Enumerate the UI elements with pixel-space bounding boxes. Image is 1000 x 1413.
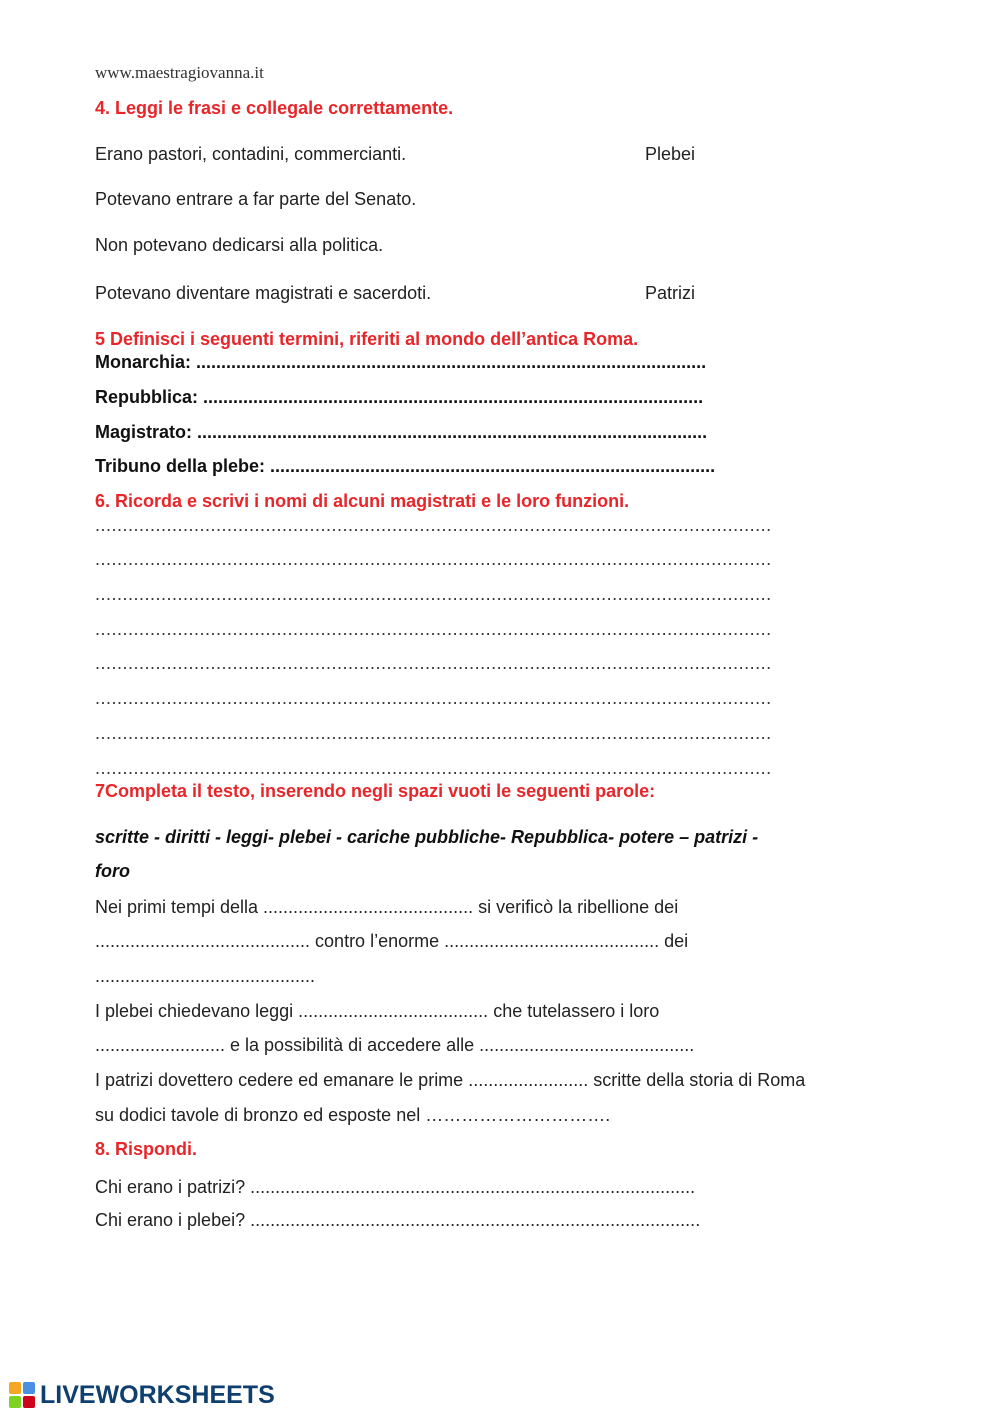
answer-dots[interactable]: ......................................................................................................: [197, 422, 708, 442]
term-label: Monarchia:: [95, 352, 192, 372]
ex7-word-bank-line1: scritte - diritti - leggi- plebei - cariche pubbliche- Repubblica- potere – patrizi -: [95, 827, 759, 847]
liveworksheets-logo[interactable]: [8, 1380, 275, 1410]
ex7-word-bank-line2: foro: [95, 861, 130, 881]
ex5-term-magistrato: [95, 421, 707, 443]
ex8-question-plebei[interactable]: Chi erano i plebei? ..........................................................................................: [95, 1210, 701, 1230]
ex4-sentence-1: Erano pastori, contadini, commercianti.: [95, 144, 407, 164]
ex4-sentence-2: Potevano entrare a far parte del Senato.: [95, 189, 417, 209]
ex5-term-tribuno: [95, 455, 715, 477]
ex7-text-line[interactable]: Nei primi tempi della .......................................... si verificò la ribellione dei: [95, 897, 679, 917]
ex4-sentence-3: Non potevano dedicarsi alla politica.: [95, 235, 384, 255]
ex7-text-line[interactable]: ........................................... contro l’enorme ........................................... dei: [95, 931, 689, 951]
ex4-target-plebei: Plebei: [645, 144, 696, 164]
ex6-title: 6. Ricorda e scrivi i nomi di alcuni magistrati e le loro funzioni.: [95, 491, 630, 511]
ex8-title: 8. Rispondi.: [95, 1139, 198, 1159]
ex6-answer-line[interactable]: ...........................................................................................................................: [95, 584, 772, 604]
ex6-answer-line[interactable]: ...........................................................................................................................: [95, 515, 772, 535]
ex6-answer-line[interactable]: ...........................................................................................................................: [95, 549, 772, 569]
ex4-sentence-4: Potevano diventare magistrati e sacerdoti.: [95, 283, 432, 303]
ex6-answer-line[interactable]: ...........................................................................................................................: [95, 723, 772, 743]
logo-text: LIVEWORKSHEETS: [40, 1380, 275, 1409]
ex6-answer-line[interactable]: ...........................................................................................................................: [95, 688, 772, 708]
term-label: Repubblica:: [95, 387, 199, 407]
website-url: www.maestragiovanna.it: [95, 63, 264, 82]
ex8-question-patrizi[interactable]: Chi erano i patrizi? .........................................................................................: [95, 1177, 696, 1197]
ex6-answer-line[interactable]: ...........................................................................................................................: [95, 758, 772, 778]
answer-dots[interactable]: ....................................................................................................: [203, 387, 704, 407]
ex4-target-patrizi: Patrizi: [645, 283, 696, 303]
answer-dots[interactable]: .........................................................................................: [270, 456, 716, 476]
ex5-title: 5 Definisci i seguenti termini, riferiti al mondo dell’antica Roma.: [95, 329, 639, 349]
ex5-term-repubblica: [95, 386, 703, 408]
ex6-answer-line[interactable]: ...........................................................................................................................: [95, 619, 772, 639]
term-label: Magistrato:: [95, 422, 193, 442]
ex7-text-line[interactable]: ............................................: [95, 966, 316, 986]
ex4-title: 4. Leggi le frasi e collegale correttamente.: [95, 98, 454, 118]
ex7-text-line[interactable]: I patrizi dovettero cedere ed emanare le prime ........................ scritte della storia di Roma: [95, 1070, 806, 1090]
ex5-term-monarchia: [95, 351, 706, 373]
ex6-answer-line[interactable]: ...........................................................................................................................: [95, 653, 772, 673]
term-label: Tribuno della plebe:: [95, 456, 266, 476]
ex7-text-line[interactable]: .......................... e la possibilità di accedere alle ...........................................: [95, 1035, 695, 1055]
ex7-text-line[interactable]: su dodici tavole di bronzo ed esposte nel ………………………….: [95, 1105, 611, 1125]
ex7-title: 7Completa il testo, inserendo negli spazi vuoti le seguenti parole:: [95, 781, 656, 801]
ex7-text-line[interactable]: I plebei chiedevano leggi ...................................... che tutelassero i loro: [95, 1001, 660, 1021]
answer-dots[interactable]: ......................................................................................................: [196, 352, 707, 372]
logo-cubes-icon: [8, 1381, 36, 1409]
